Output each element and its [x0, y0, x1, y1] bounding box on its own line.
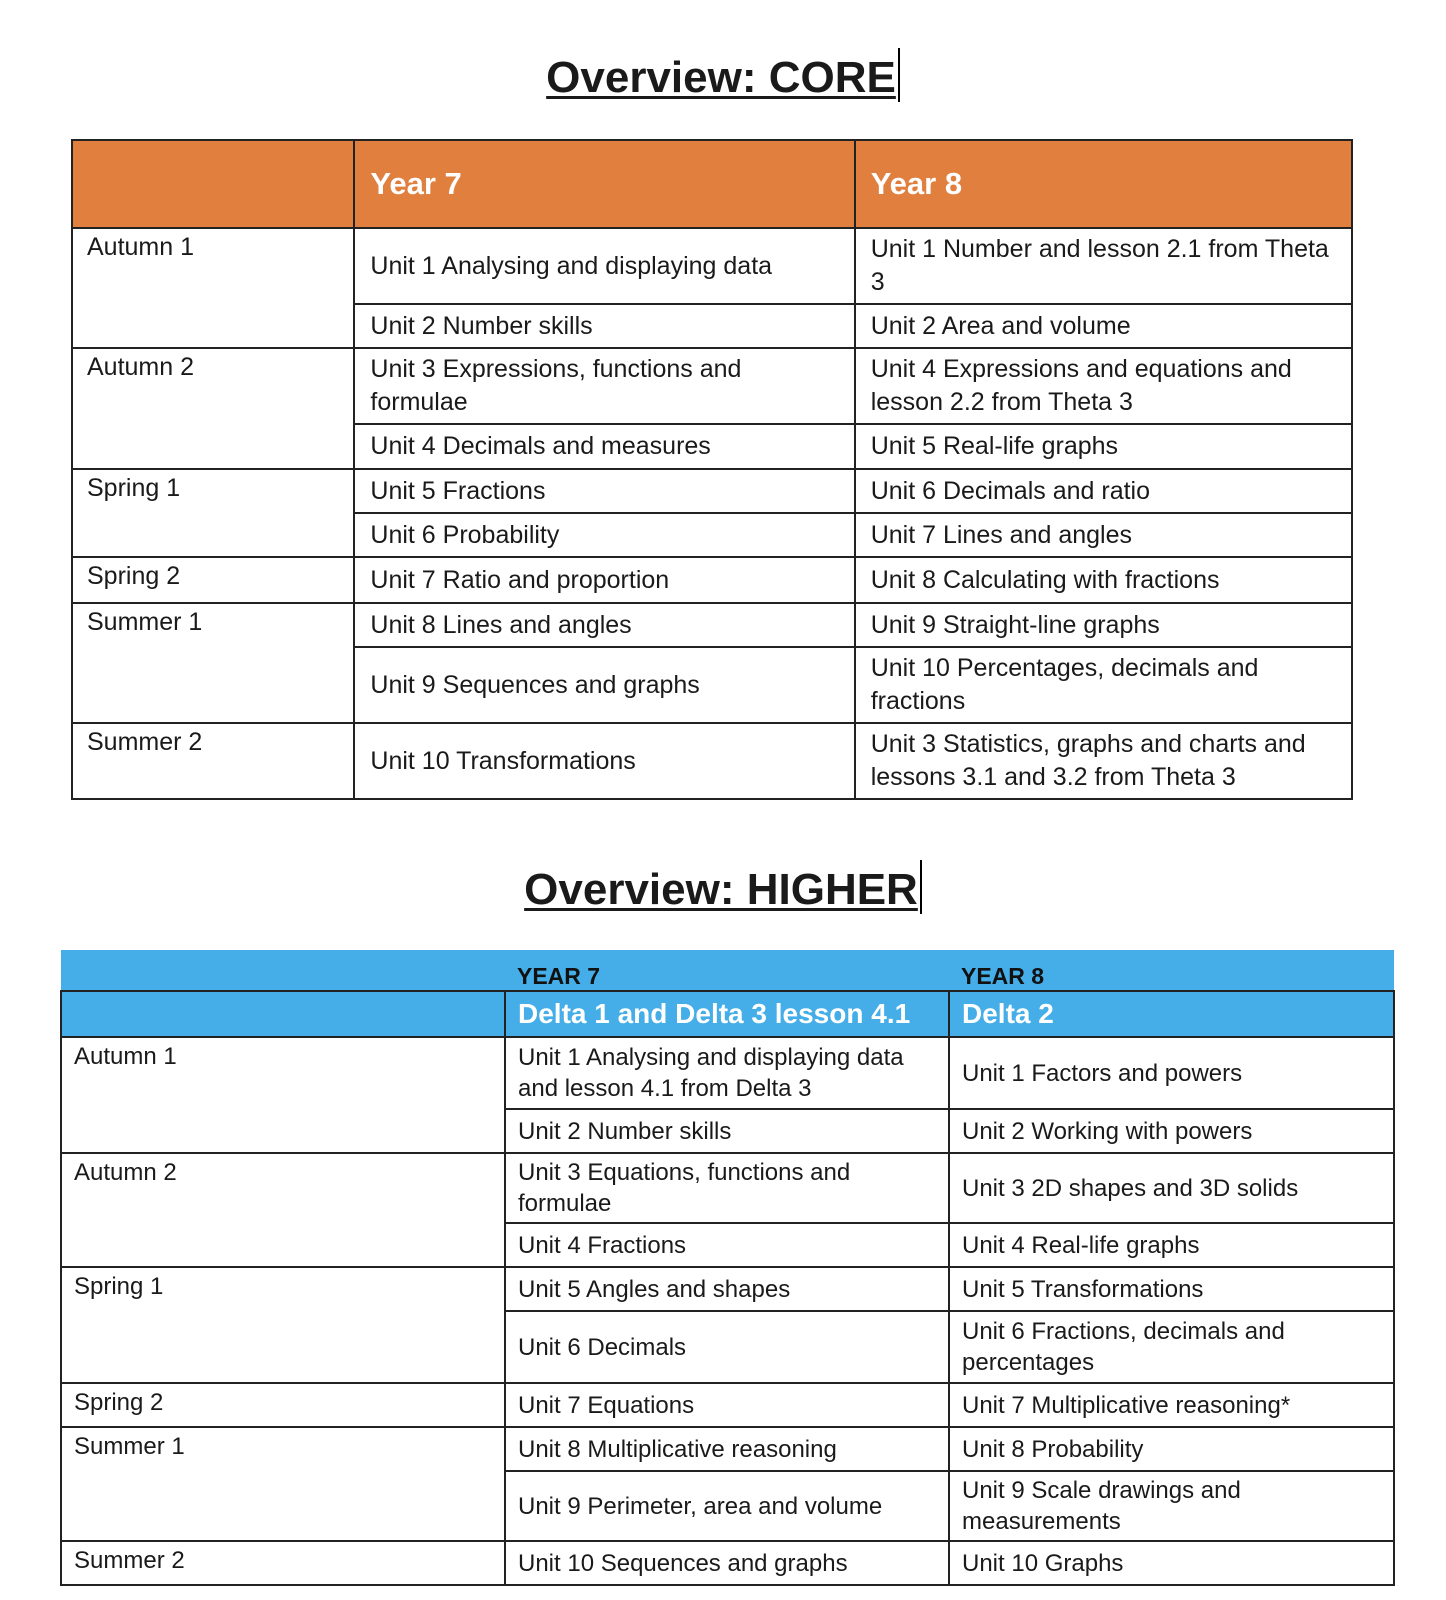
year7-cell: Unit 5 Fractions — [354, 469, 854, 513]
core-header-row — [72, 140, 1352, 228]
table-row — [61, 1427, 1394, 1471]
higher-subheader-year8: Delta 2 — [949, 991, 1394, 1037]
year7-cell: Unit 10 Sequences and graphs — [505, 1541, 949, 1585]
year7-cell: Unit 3 Expressions, functions and formulae — [354, 348, 854, 424]
higher-subheader-year7: Delta 1 and Delta 3 lesson 4.1 — [505, 991, 949, 1037]
year7-cell: Unit 9 Perimeter, area and volume — [505, 1471, 949, 1541]
year8-cell: Unit 10 Graphs — [949, 1541, 1394, 1585]
term-cell: Summer 2 — [72, 723, 354, 799]
term-cell: Spring 1 — [61, 1267, 505, 1383]
core-header-year8: Year 8 — [855, 140, 1352, 228]
year7-cell: Unit 6 Probability — [354, 513, 854, 557]
year8-cell: Unit 4 Real-life graphs — [949, 1223, 1394, 1267]
year7-cell: Unit 3 Equations, functions and formulae — [505, 1153, 949, 1223]
year7-cell: Unit 2 Number skills — [505, 1109, 949, 1153]
table-row — [61, 1383, 1394, 1427]
year8-cell: Unit 7 Multiplicative reasoning* — [949, 1383, 1394, 1427]
year8-cell: Unit 8 Calculating with fractions — [855, 557, 1352, 603]
year8-cell: Unit 2 Area and volume — [855, 304, 1352, 348]
year8-cell: Unit 1 Number and lesson 2.1 from Theta 3 — [855, 228, 1352, 304]
year7-cell: Unit 7 Equations — [505, 1383, 949, 1427]
core-title — [0, 48, 1446, 103]
higher-title — [0, 860, 1446, 915]
table-row — [72, 469, 1352, 513]
higher-table — [60, 950, 1395, 1586]
year8-cell: Unit 2 Working with powers — [949, 1109, 1394, 1153]
higher-header-year7: YEAR 7 — [505, 950, 949, 991]
text-cursor — [920, 860, 922, 914]
year8-cell: Unit 9 Scale drawings and measurements — [949, 1471, 1394, 1541]
table-row — [61, 1153, 1394, 1223]
table-row — [61, 1541, 1394, 1585]
year7-cell: Unit 5 Angles and shapes — [505, 1267, 949, 1311]
year8-cell: Unit 3 2D shapes and 3D solids — [949, 1153, 1394, 1223]
year8-cell: Unit 6 Decimals and ratio — [855, 469, 1352, 513]
term-cell: Autumn 1 — [72, 228, 354, 348]
year7-cell: Unit 8 Multiplicative reasoning — [505, 1427, 949, 1471]
text-cursor — [898, 48, 900, 102]
year7-cell: Unit 1 Analysing and displaying data and lesson 4.1 from Delta 3 — [505, 1037, 949, 1109]
year7-cell: Unit 2 Number skills — [354, 304, 854, 348]
table-row — [72, 228, 1352, 304]
table-row — [72, 557, 1352, 603]
year8-cell: Unit 1 Factors and powers — [949, 1037, 1394, 1109]
year7-cell: Unit 6 Decimals — [505, 1311, 949, 1383]
term-cell: Summer 2 — [61, 1541, 505, 1585]
term-cell: Autumn 2 — [72, 348, 354, 469]
year7-cell: Unit 10 Transformations — [354, 723, 854, 799]
higher-title-text: Overview: HIGHER — [524, 865, 918, 914]
year8-cell: Unit 7 Lines and angles — [855, 513, 1352, 557]
higher-header-year8: YEAR 8 — [949, 950, 1394, 991]
year7-cell: Unit 4 Decimals and measures — [354, 424, 854, 469]
year8-cell: Unit 3 Statistics, graphs and charts and lessons 3.1 and 3.2 from Theta 3 — [855, 723, 1352, 799]
core-header-blank — [72, 140, 354, 228]
higher-header-row-2 — [61, 991, 1394, 1037]
table-row — [72, 603, 1352, 647]
term-cell: Autumn 2 — [61, 1153, 505, 1267]
term-cell: Spring 2 — [61, 1383, 505, 1427]
year7-cell: Unit 8 Lines and angles — [354, 603, 854, 647]
core-header-year7: Year 7 — [354, 140, 854, 228]
higher-header-row-1 — [61, 950, 1394, 991]
term-cell: Spring 1 — [72, 469, 354, 557]
year8-cell: Unit 6 Fractions, decimals and percentages — [949, 1311, 1394, 1383]
year7-cell: Unit 7 Ratio and proportion — [354, 557, 854, 603]
year8-cell: Unit 10 Percentages, decimals and fractions — [855, 647, 1352, 723]
core-title-text: Overview: CORE — [546, 53, 896, 102]
term-cell: Spring 2 — [72, 557, 354, 603]
year8-cell: Unit 9 Straight-line graphs — [855, 603, 1352, 647]
higher-subheader-blank — [61, 991, 505, 1037]
table-row — [72, 348, 1352, 424]
table-row — [61, 1267, 1394, 1311]
higher-header-blank — [61, 950, 505, 991]
table-row — [61, 1037, 1394, 1109]
year7-cell: Unit 4 Fractions — [505, 1223, 949, 1267]
year8-cell: Unit 5 Transformations — [949, 1267, 1394, 1311]
term-cell: Summer 1 — [61, 1427, 505, 1541]
term-cell: Autumn 1 — [61, 1037, 505, 1153]
year8-cell: Unit 4 Expressions and equations and lesson 2.2 from Theta 3 — [855, 348, 1352, 424]
table-row — [72, 723, 1352, 799]
core-table — [71, 139, 1353, 800]
year7-cell: Unit 1 Analysing and displaying data — [354, 228, 854, 304]
year7-cell: Unit 9 Sequences and graphs — [354, 647, 854, 723]
year8-cell: Unit 5 Real-life graphs — [855, 424, 1352, 469]
term-cell: Summer 1 — [72, 603, 354, 723]
year8-cell: Unit 8 Probability — [949, 1427, 1394, 1471]
